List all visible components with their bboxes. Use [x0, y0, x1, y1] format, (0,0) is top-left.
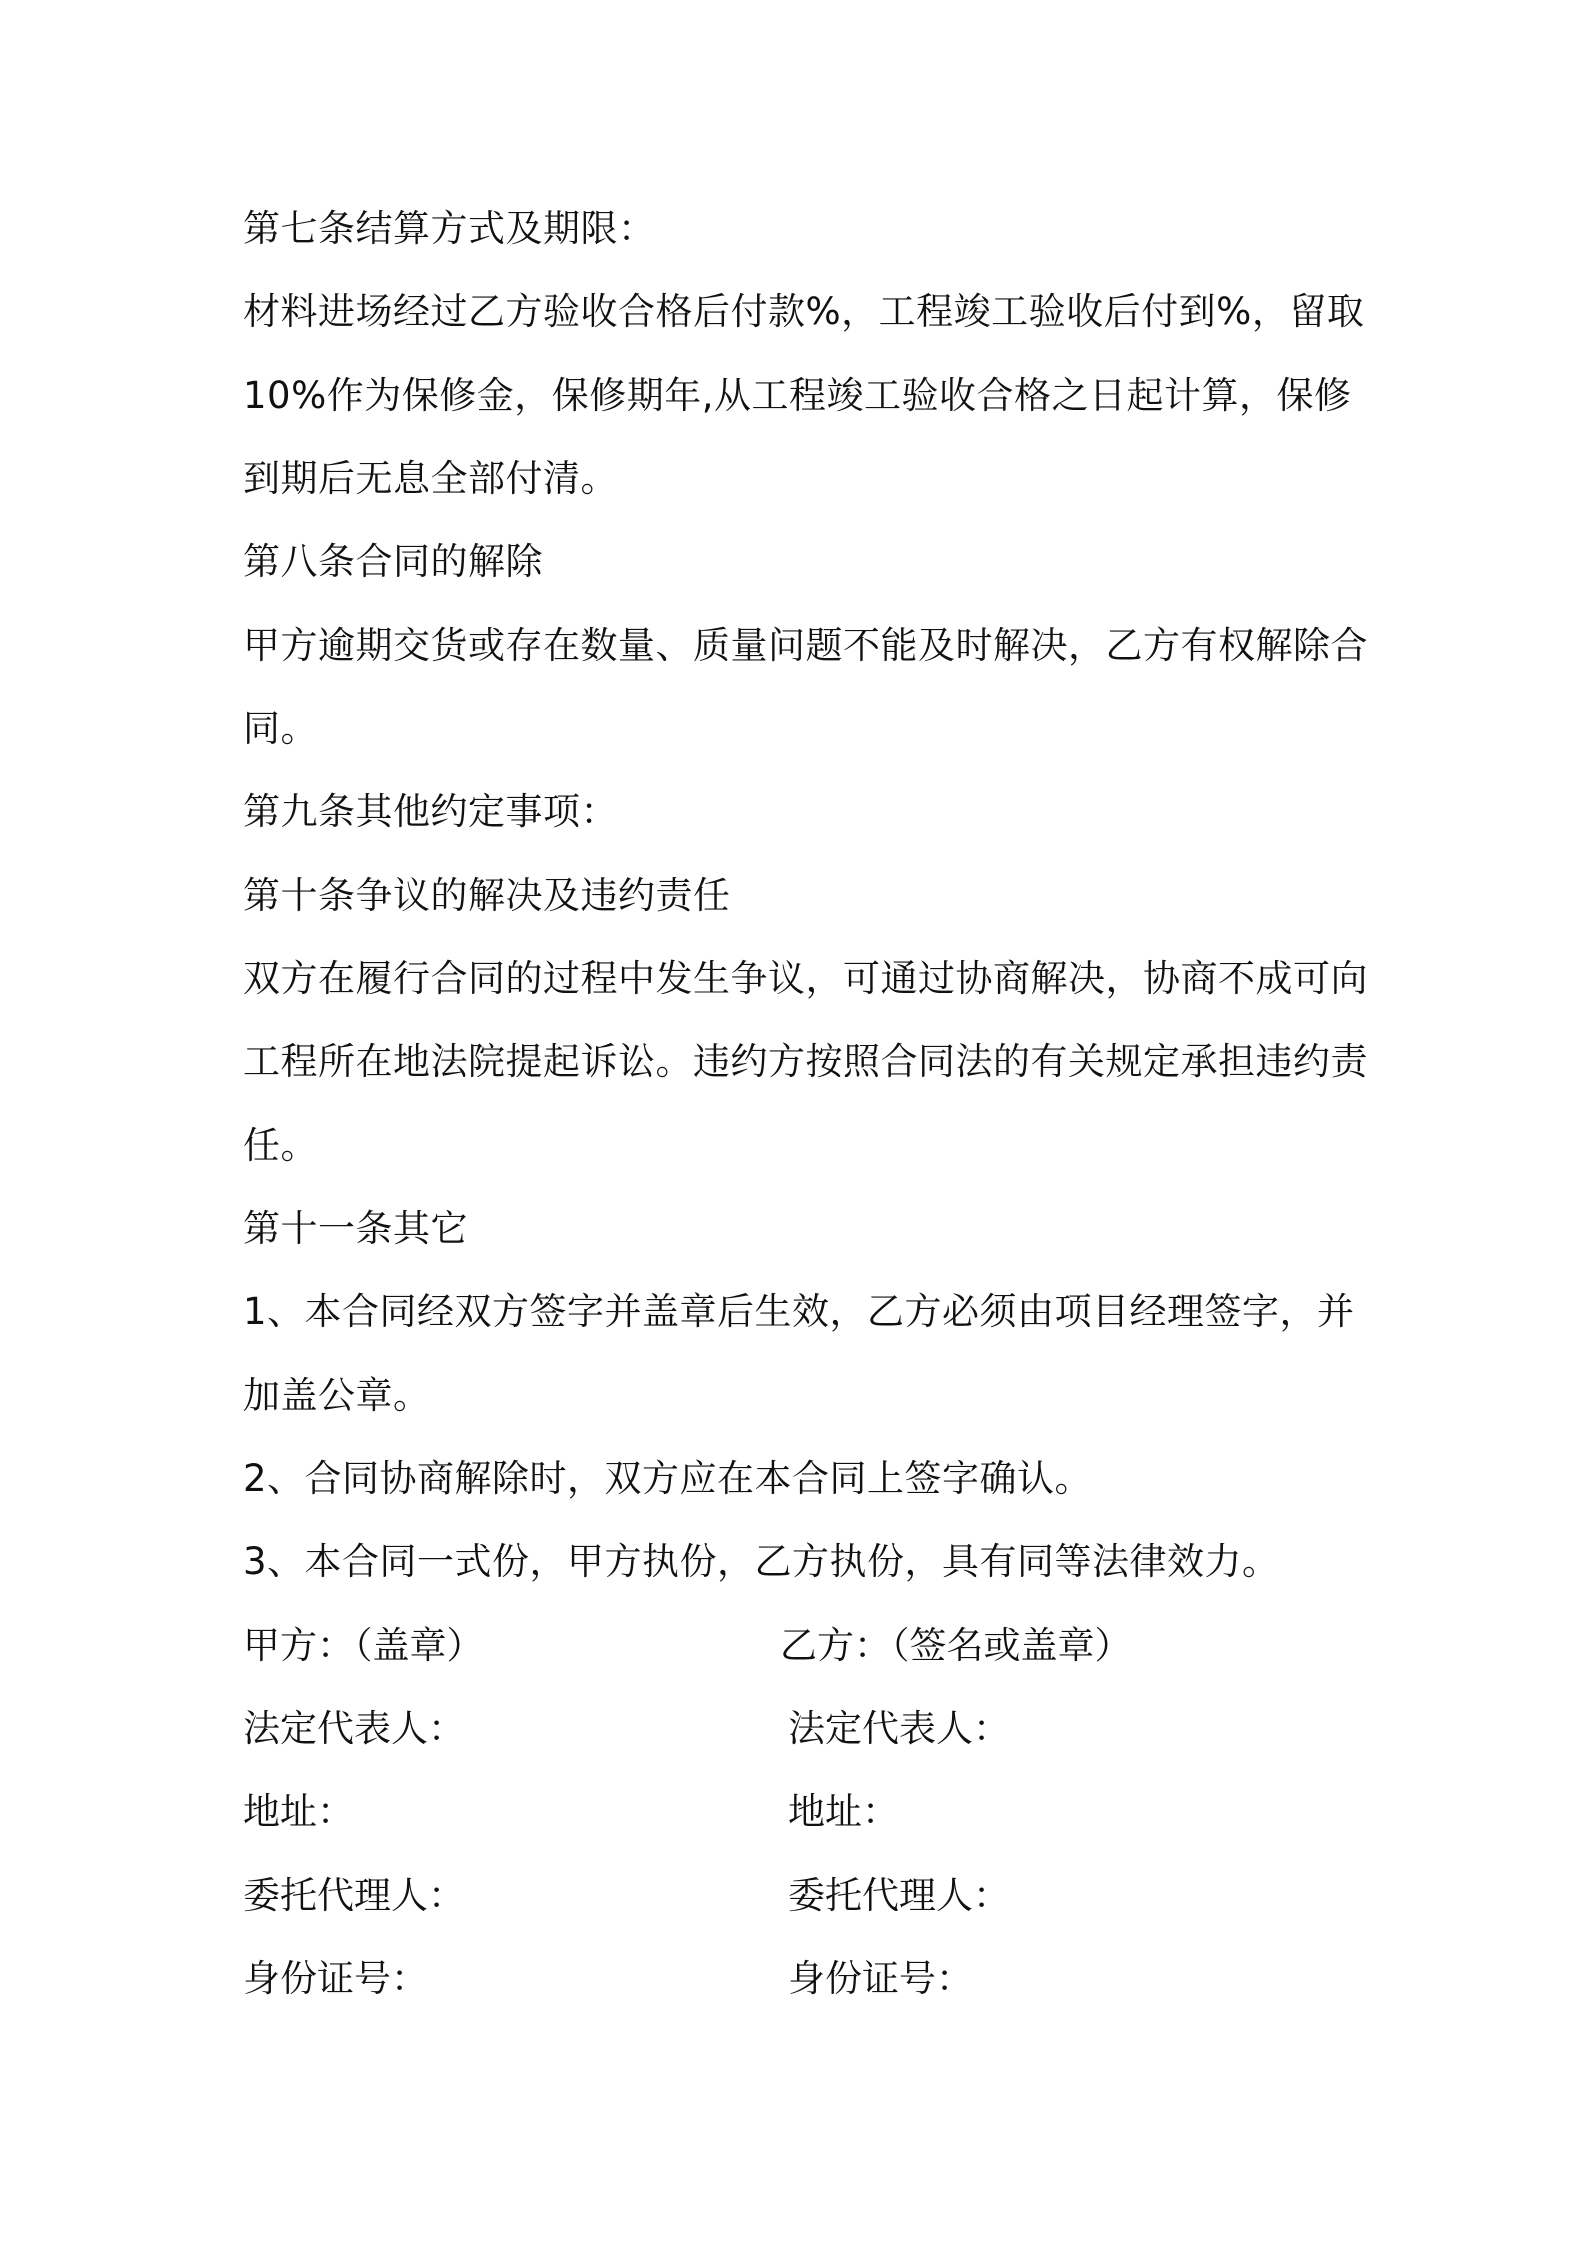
article-11-heading: 第十一条其它 — [243, 1207, 468, 1250]
article-10-line-3: 任。 — [243, 1124, 318, 1167]
party-b-label: 乙方：（签名或盖章） — [780, 1624, 1132, 1667]
article-11-line-1: 1、本合同经双方签字并盖章后生效，乙方必须由项目经理签字，并 — [243, 1290, 1355, 1333]
signature-row-legal-rep — [243, 1705, 1373, 1753]
party-b-id-number-label: 身份证号： — [788, 1957, 973, 2000]
article-10-line-1: 双方在履行合同的过程中发生争议，可通过协商解决，协商不成可向 — [243, 957, 1368, 1000]
signature-row-agent — [243, 1872, 1373, 1920]
article-9-heading: 第九条其他约定事项： — [243, 790, 618, 833]
article-11-line-4: 3、本合同一式份，甲方执份，乙方执份，具有同等法律效力。 — [243, 1540, 1280, 1583]
party-b-address-label: 地址： — [788, 1790, 899, 1833]
article-11-line-2: 加盖公章。 — [243, 1374, 431, 1417]
party-b-legal-rep-label: 法定代表人： — [788, 1707, 1010, 1750]
party-a-agent-label: 委托代理人： — [243, 1874, 465, 1917]
article-7-heading: 第七条结算方式及期限： — [243, 207, 656, 250]
article-7-line-3: 到期后无息全部付清。 — [243, 457, 618, 500]
article-10-line-2: 工程所在地法院提起诉讼。违约方按照合同法的有关规定承担违约责 — [243, 1040, 1368, 1083]
signature-row-id-number — [243, 1955, 1373, 2003]
party-a-address-label: 地址： — [243, 1790, 354, 1833]
article-8-line-2: 同。 — [243, 707, 318, 750]
article-10-heading: 第十条争议的解决及违约责任 — [243, 874, 731, 917]
party-b-agent-label: 委托代理人： — [788, 1874, 1010, 1917]
signature-row-address — [243, 1788, 1373, 1836]
article-8-line-1: 甲方逾期交货或存在数量、质量问题不能及时解决，乙方有权解除合 — [243, 624, 1368, 667]
article-11-line-3: 2、合同协商解除时，双方应在本合同上签字确认。 — [243, 1457, 1093, 1500]
article-7-line-2: 10%作为保修金，保修期年,从工程竣工验收合格之日起计算，保修 — [243, 374, 1352, 417]
party-a-id-number-label: 身份证号： — [243, 1957, 428, 2000]
party-a-label: 甲方：（盖章） — [243, 1624, 484, 1667]
article-7-line-1: 材料进场经过乙方验收合格后付款%，工程竣工验收后付到%，留取 — [243, 290, 1365, 333]
article-8-heading: 第八条合同的解除 — [243, 540, 543, 583]
party-a-legal-rep-label: 法定代表人： — [243, 1707, 465, 1750]
signature-party-row — [243, 1622, 1373, 1670]
